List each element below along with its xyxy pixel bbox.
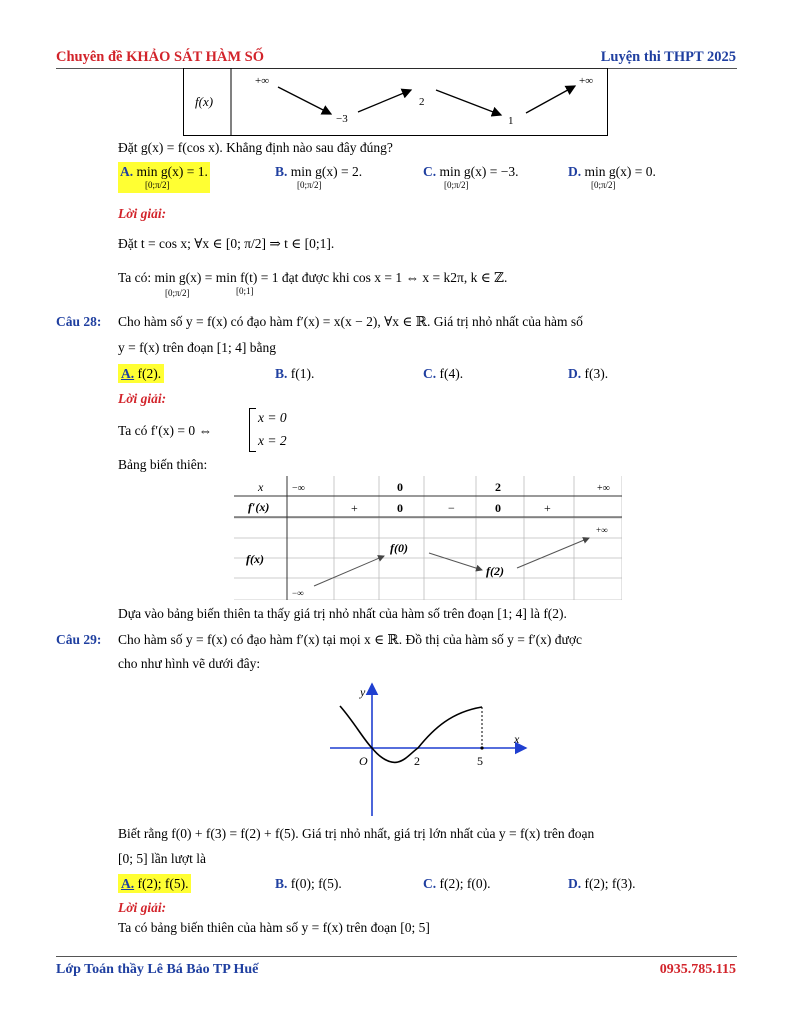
q28-arrow-up-2 xyxy=(517,538,589,568)
q28-option-d-letter: D. xyxy=(568,366,582,381)
q28-option-c-text: f(4). xyxy=(439,366,464,381)
q29-tick-5: 5 xyxy=(477,754,483,768)
q28-table-fp-minus: − xyxy=(448,501,455,515)
q29-origin-label: O xyxy=(359,754,368,768)
footer-right: 0935.785.115 xyxy=(659,962,736,977)
q28-option-b xyxy=(275,366,314,382)
q29-label: Câu 29: xyxy=(56,632,102,647)
q28-case-2: x = 2 xyxy=(258,433,287,448)
q28-table-fp-plus2: + xyxy=(544,501,551,515)
q28-table-f-f2: f(2) xyxy=(486,564,504,578)
q27-solution-sub1: [0;π/2] xyxy=(165,288,190,298)
q27-option-b-text: min g(x) = 2. xyxy=(290,164,363,179)
q29-option-a-letter: A. xyxy=(121,876,135,891)
q28-table-x-2: 2 xyxy=(495,480,501,494)
q28-table-f-neg-inf: −∞ xyxy=(292,588,304,598)
q29-option-c xyxy=(423,876,490,892)
q27-stem: Đặt g(x) = f(cos x). Khẳng định nào sau đây đúng? xyxy=(118,140,393,155)
q28-table-fp-zero1: 0 xyxy=(397,501,403,515)
q27-solution-line1: Đặt t = cos x; ∀x ∈ [0; π/2] ⇒ t ∈ [0;1]. xyxy=(118,236,335,251)
q28-table-x-0: 0 xyxy=(397,480,403,494)
arrow-down-1 xyxy=(278,87,331,114)
q27-option-c xyxy=(423,164,518,180)
q27-option-b xyxy=(275,164,362,180)
q28-table-fp-label: f′(x) xyxy=(248,500,270,514)
q27-option-b-letter: B. xyxy=(275,164,288,179)
q27-option-d-sub: [0;π/2] xyxy=(591,180,616,190)
q28-label: Câu 28: xyxy=(56,314,102,329)
q28-solution-line2: Bảng biến thiên: xyxy=(118,457,208,472)
q29-stem-line4: [0; 5] lần lượt là xyxy=(118,851,206,866)
q28-case-bracket xyxy=(249,408,256,452)
q28-variation-table xyxy=(234,476,622,600)
q28-option-a-text: f(2). xyxy=(137,366,162,381)
q28-solution-line1: Ta có f′(x) = 0 ⇔ xyxy=(118,423,212,438)
q27-option-b-sub: [0;π/2] xyxy=(297,180,322,190)
q28-arrow-down xyxy=(429,553,482,570)
q29-stem-line2: cho như hình vẽ dưới đây: xyxy=(118,656,261,671)
q29-option-a xyxy=(118,876,191,892)
q27-solution-label: Lời giải: xyxy=(118,206,167,221)
q28-conclusion: Dựa vào bảng biến thiên ta thấy giá trị nhỏ nhất của hàm số trên đoạn [1; 4] là f(2). xyxy=(118,606,567,621)
top-table-v0: +∞ xyxy=(255,75,270,87)
q27-option-d-text: min g(x) = 0. xyxy=(584,164,656,179)
q28-table-fp-plus1: + xyxy=(351,501,358,515)
q28-table-x-neg-inf: −∞ xyxy=(292,483,305,494)
q28-arrow-up-1 xyxy=(314,556,384,586)
q29-option-a-text: f(2); f(5). xyxy=(137,876,189,891)
q28-option-c xyxy=(423,366,463,382)
footer-left: Lớp Toán thầy Lê Bá Bảo TP Huế xyxy=(56,962,259,977)
q29-stem-line1: Cho hàm số y = f(x) có đạo hàm f′(x) tại mọi x ∈ ℝ. Đồ thị của hàm số y = f′(x) được xyxy=(118,632,582,647)
q29-solution-label: Lời giải: xyxy=(118,900,167,915)
header-title-right: Luyện thi THPT 2025 xyxy=(600,49,736,65)
q28-option-b-text: f(1). xyxy=(290,366,315,381)
top-variation-table xyxy=(183,68,608,136)
q27-solution-line2: Ta có: min g(x) = min f(t) = 1 đạt được khi cos x = 1 ⇔ x = k2π, k ∈ ℤ. xyxy=(118,270,508,285)
q27-option-a-sub: [0;π/2] xyxy=(145,180,170,190)
q29-graph-svg xyxy=(326,678,536,818)
q28-table-x-pos-inf: +∞ xyxy=(597,483,610,494)
q29-solution-line1: Ta có bảng biến thiên của hàm số y = f(x) trên đoạn [0; 5] xyxy=(118,920,430,935)
q27-option-c-sub: [0;π/2] xyxy=(444,180,469,190)
q29-option-c-text: f(2); f(0). xyxy=(439,876,491,891)
q29-tick-2: 2 xyxy=(414,754,420,768)
q28-case-1: x = 0 xyxy=(258,410,287,425)
top-table-v2: 2 xyxy=(419,96,425,108)
q28-table-x-label: x xyxy=(258,480,264,494)
arrow-up-1 xyxy=(358,90,411,112)
q28-stem-line1: Cho hàm số y = f(x) có đạo hàm f′(x) = x(x − 2), ∀x ∈ ℝ. Giá trị nhỏ nhất của hàm số xyxy=(118,314,583,329)
q27-option-d xyxy=(568,164,656,180)
q28-option-c-letter: C. xyxy=(423,366,437,381)
q29-option-b-text: f(0); f(5). xyxy=(290,876,342,891)
q28-option-a xyxy=(118,366,164,382)
q27-option-d-letter: D. xyxy=(568,164,582,179)
q27-option-a-letter: A. xyxy=(120,164,134,179)
q28-table-svg xyxy=(234,476,622,600)
q29-option-b xyxy=(275,876,342,892)
top-table-label: f(x) xyxy=(195,94,214,109)
q27-option-a-text: min g(x) = 1. xyxy=(136,164,208,179)
q29-option-d-letter: D. xyxy=(568,876,582,891)
q28-option-b-letter: B. xyxy=(275,366,288,381)
q29-option-d-text: f(2); f(3). xyxy=(584,876,636,891)
arrow-down-2 xyxy=(436,90,501,115)
arrow-up-2 xyxy=(526,86,575,113)
header-title-left: Chuyên đề KHẢO SÁT HÀM SỐ xyxy=(56,49,265,65)
q28-option-a-letter: A. xyxy=(121,366,135,381)
q29-y-label: y xyxy=(360,685,366,699)
q29-option-d xyxy=(568,876,635,892)
q29-option-b-letter: B. xyxy=(275,876,288,891)
q28-table-fp-zero2: 0 xyxy=(495,501,501,515)
q28-option-d xyxy=(568,366,608,382)
q29-x-label: x xyxy=(514,732,520,746)
q27-solution-sub2: [0;1] xyxy=(236,286,254,296)
q27-option-c-text: min g(x) = −3. xyxy=(439,164,519,179)
q27-option-c-letter: C. xyxy=(423,164,437,179)
q29-stem-line3: Biết rằng f(0) + f(3) = f(2) + f(5). Giá trị nhỏ nhất, giá trị lớn nhất của y = f(x) trên đoạn xyxy=(118,826,595,841)
q28-stem-line2: y = f(x) trên đoạn [1; 4] bằng xyxy=(118,340,276,355)
q28-table-f-label: f(x) xyxy=(246,552,264,566)
footer-rule xyxy=(56,956,737,957)
q28-solution-label: Lời giải: xyxy=(118,391,167,406)
top-table-v4: +∞ xyxy=(579,75,594,87)
q29-option-c-letter: C. xyxy=(423,876,437,891)
q28-table-f-f0: f(0) xyxy=(390,541,408,555)
top-table-v1: −3 xyxy=(336,113,348,125)
q27-option-a xyxy=(118,164,210,180)
q28-option-d-text: f(3). xyxy=(584,366,609,381)
top-table-v3: 1 xyxy=(508,115,514,127)
q28-table-f-pos-inf: +∞ xyxy=(596,525,608,535)
top-table-svg xyxy=(183,68,608,136)
q29-derivative-graph xyxy=(326,678,536,818)
